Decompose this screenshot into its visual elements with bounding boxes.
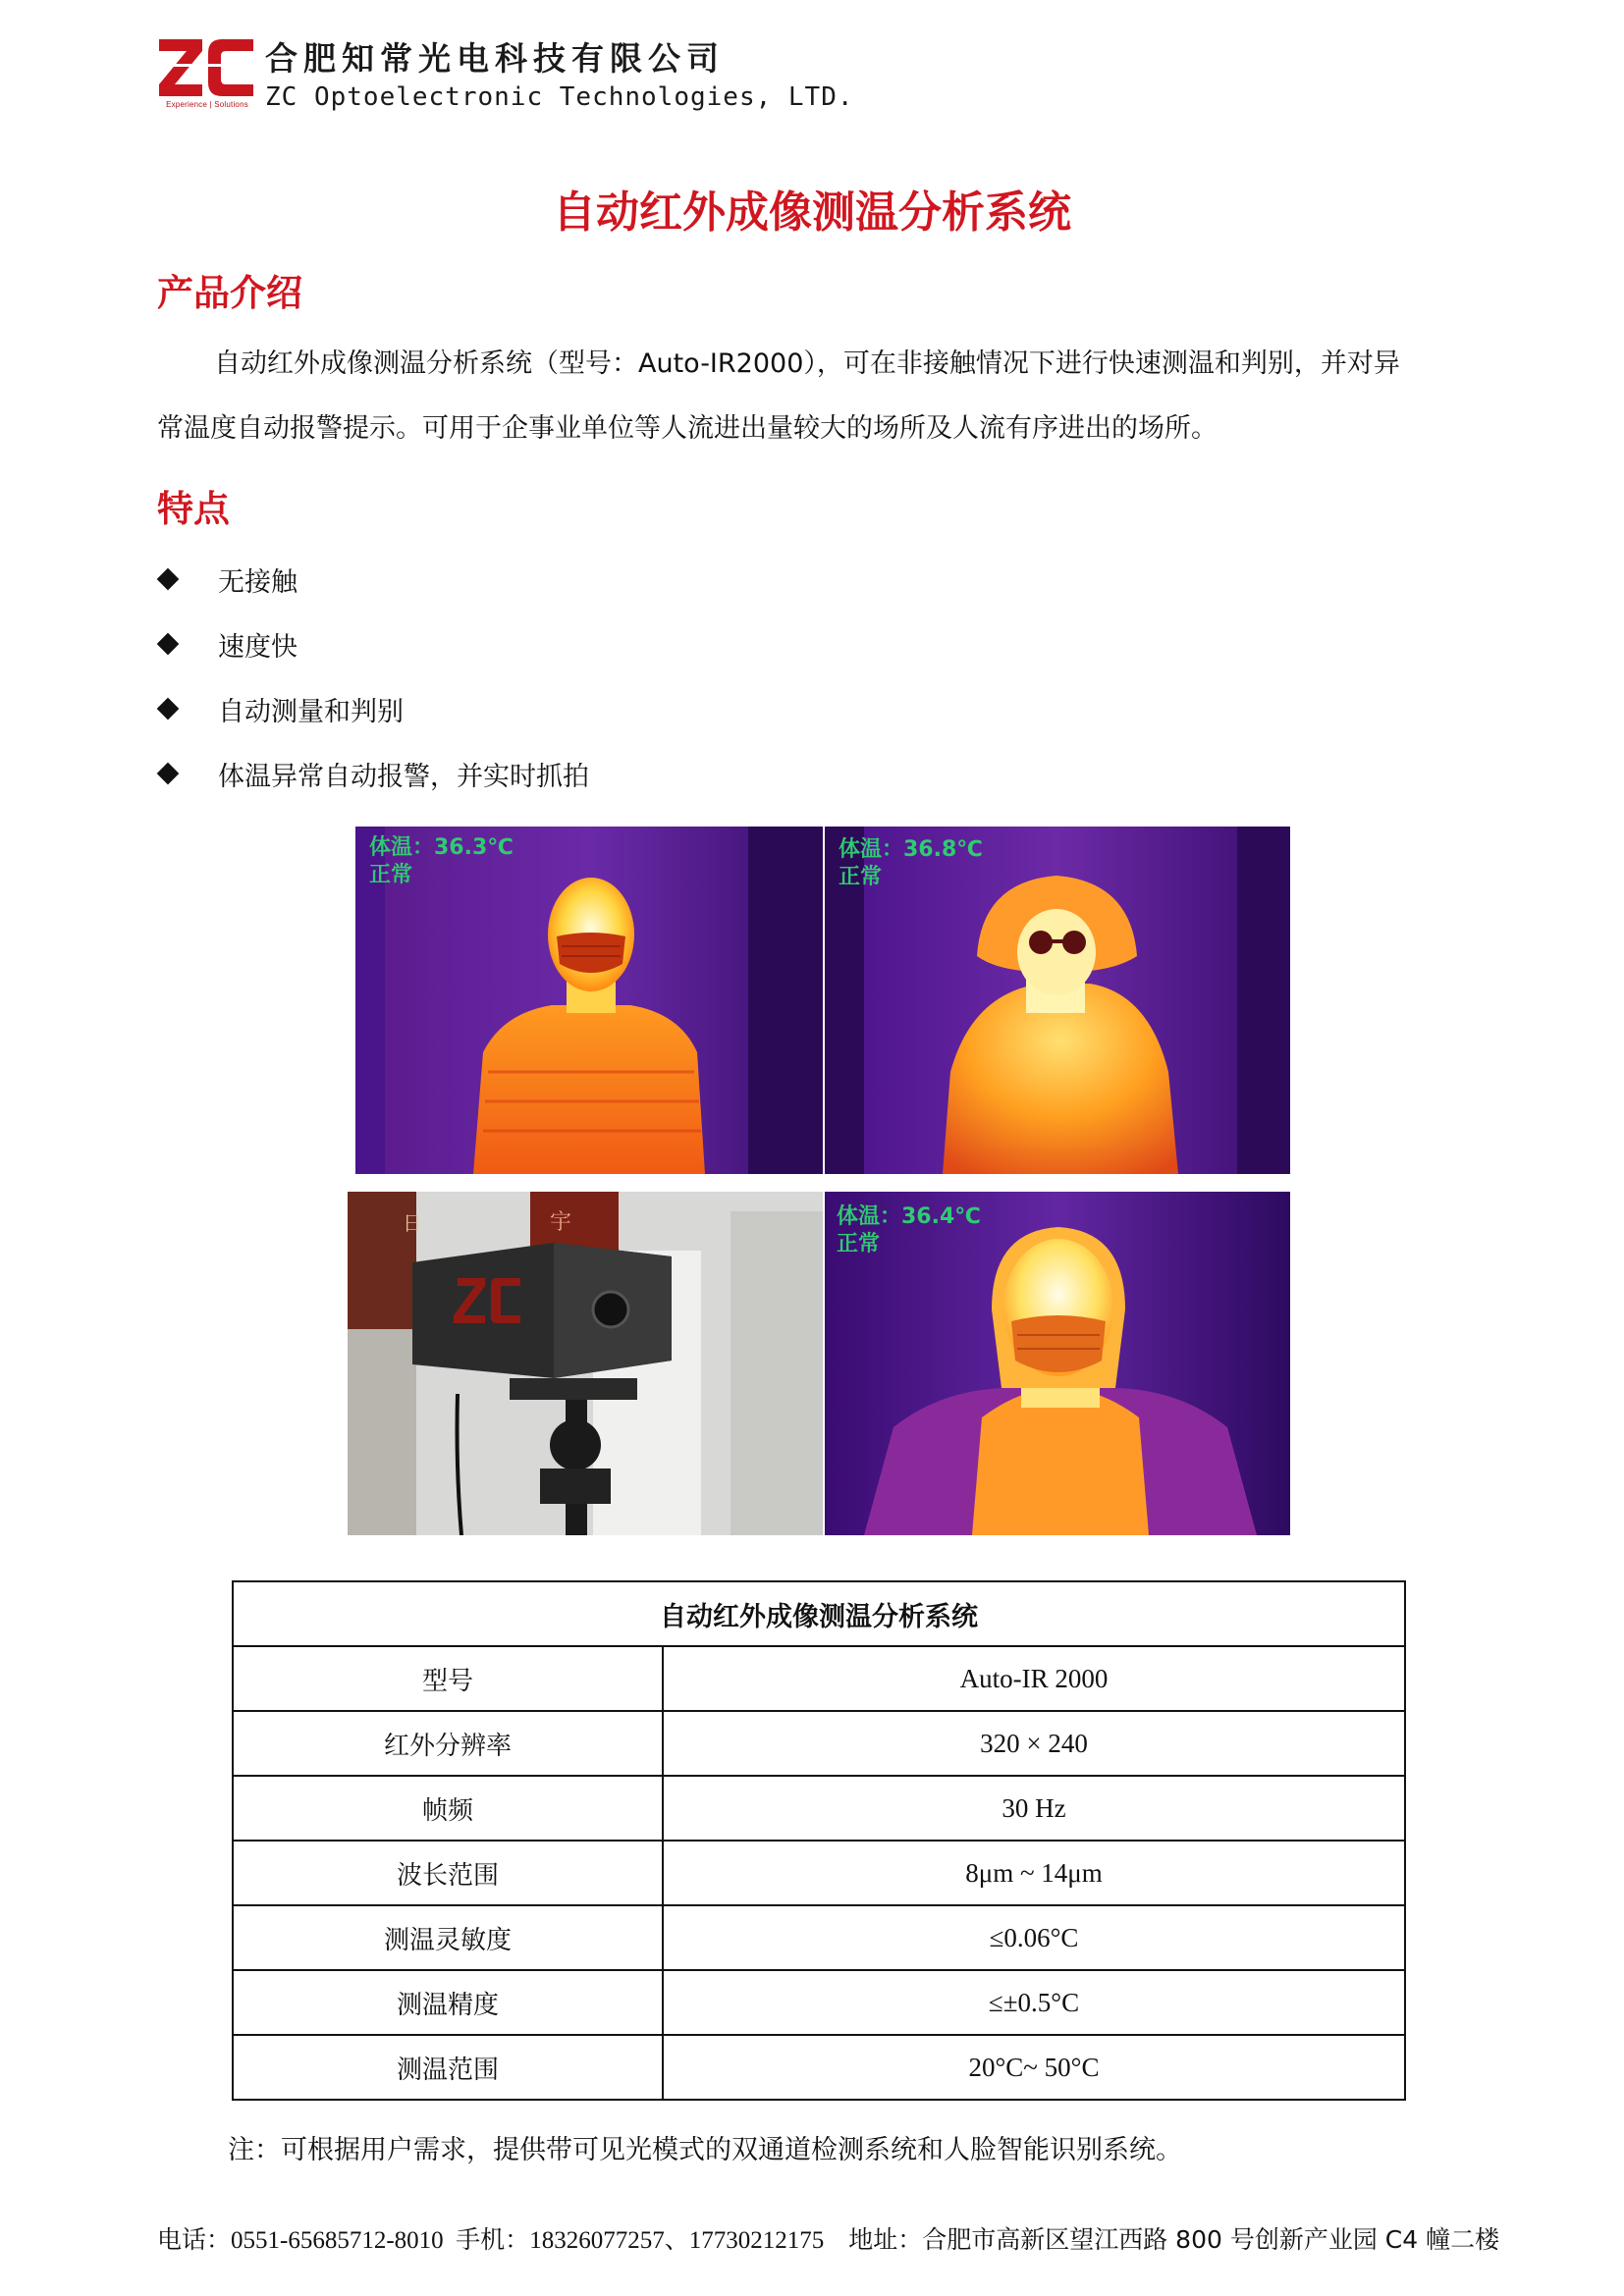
status-normal-label: 正常 bbox=[837, 1232, 881, 1256]
feature-text: 速度快 bbox=[218, 631, 298, 663]
table-row bbox=[233, 1905, 1405, 1970]
company-name-cn: 合肥知常光电科技有限公司 bbox=[265, 39, 725, 78]
spec-value: ≤±0.5°C bbox=[663, 1970, 1405, 2035]
address-label: 地址： bbox=[848, 2225, 923, 2254]
spec-label: 测温灵敏度 bbox=[233, 1905, 663, 1970]
spec-label: 波长范围 bbox=[233, 1841, 663, 1905]
spec-value: 8μm ~ 14μm bbox=[663, 1841, 1405, 1905]
contact-footer bbox=[157, 2220, 1499, 2256]
spec-label: 测温范围 bbox=[233, 2035, 663, 2100]
table-row bbox=[233, 1841, 1405, 1905]
table-row bbox=[233, 1970, 1405, 2035]
spec-value: Auto-IR 2000 bbox=[663, 1646, 1405, 1711]
feature-item bbox=[157, 624, 298, 664]
table-row bbox=[233, 1646, 1405, 1711]
table-title: 自动红外成像测温分析系统 bbox=[233, 1581, 1405, 1646]
intro-paragraph-line-2: 常温度自动报警提示。可用于企事业单位等人流进出量较大的场所及人流有序进出的场所。 bbox=[157, 413, 1218, 444]
feature-item bbox=[157, 754, 589, 793]
diamond-bullet-icon bbox=[157, 633, 179, 655]
feature-text: 自动测量和判别 bbox=[218, 696, 404, 727]
status-normal-label: 正常 bbox=[369, 863, 413, 887]
document-title: 自动红外成像测温分析系统 bbox=[553, 187, 1071, 238]
table-row bbox=[233, 1711, 1405, 1776]
features-heading: 特点 bbox=[157, 488, 230, 530]
address-text: 合肥市高新区望江西路 800 号创新产业园 C4 幢二楼 bbox=[922, 2225, 1500, 2254]
mobile-label: 手机： bbox=[456, 2225, 530, 2254]
spec-value: 20°C~ 50°C bbox=[663, 2035, 1405, 2100]
wall-sign-text: 日 bbox=[403, 1211, 422, 1235]
spec-value: 30 Hz bbox=[663, 1776, 1405, 1841]
feature-text: 体温异常自动报警，并实时抓拍 bbox=[218, 761, 589, 792]
spec-label: 测温精度 bbox=[233, 1970, 663, 2035]
thermal-image-person-2 bbox=[825, 827, 1290, 1174]
logo-tagline: Experience | Solutions bbox=[166, 100, 248, 109]
diamond-bullet-icon bbox=[157, 698, 179, 720]
feature-text: 无接触 bbox=[218, 566, 298, 598]
company-name-en: ZC Optoelectronic Technologies, LTD. bbox=[265, 82, 854, 112]
mobile-number: 18326077257、17730212175 bbox=[529, 2227, 825, 2254]
phone-number: 0551-65685712-8010 bbox=[231, 2227, 444, 2254]
temperature-readout: 体温：36.3℃ bbox=[369, 835, 514, 860]
table-header-row bbox=[233, 1581, 1405, 1646]
table-row bbox=[233, 1776, 1405, 1841]
intro-heading: 产品介绍 bbox=[157, 272, 302, 314]
spec-label: 帧频 bbox=[233, 1776, 663, 1841]
feature-item bbox=[157, 560, 298, 599]
feature-item bbox=[157, 689, 404, 728]
temperature-readout: 体温：36.4℃ bbox=[837, 1204, 981, 1229]
diamond-bullet-icon bbox=[157, 568, 179, 590]
table-row bbox=[233, 2035, 1405, 2100]
phone-label: 电话： bbox=[157, 2225, 232, 2254]
intro-paragraph-line-1: 自动红外成像测温分析系统（型号：Auto-IR2000），可在非接触情况下进行快速测温和判别，并对异 bbox=[214, 348, 1400, 379]
spec-value: 320 × 240 bbox=[663, 1711, 1405, 1776]
temperature-readout: 体温：36.8℃ bbox=[839, 837, 983, 862]
spec-table bbox=[232, 1580, 1406, 2101]
device-photo bbox=[348, 1192, 823, 1535]
spec-label: 型号 bbox=[233, 1646, 663, 1711]
spec-value: ≤0.06°C bbox=[663, 1905, 1405, 1970]
thermal-image-person-3 bbox=[825, 1192, 1290, 1535]
spec-label: 红外分辨率 bbox=[233, 1711, 663, 1776]
wall-sign-text: 宇 bbox=[550, 1210, 572, 1235]
diamond-bullet-icon bbox=[157, 763, 179, 784]
footnote: 注：可根据用户需求，提供带可见光模式的双通道检测系统和人脸智能识别系统。 bbox=[228, 2135, 1182, 2165]
thermal-image-person-1 bbox=[355, 827, 823, 1174]
status-normal-label: 正常 bbox=[839, 865, 883, 889]
